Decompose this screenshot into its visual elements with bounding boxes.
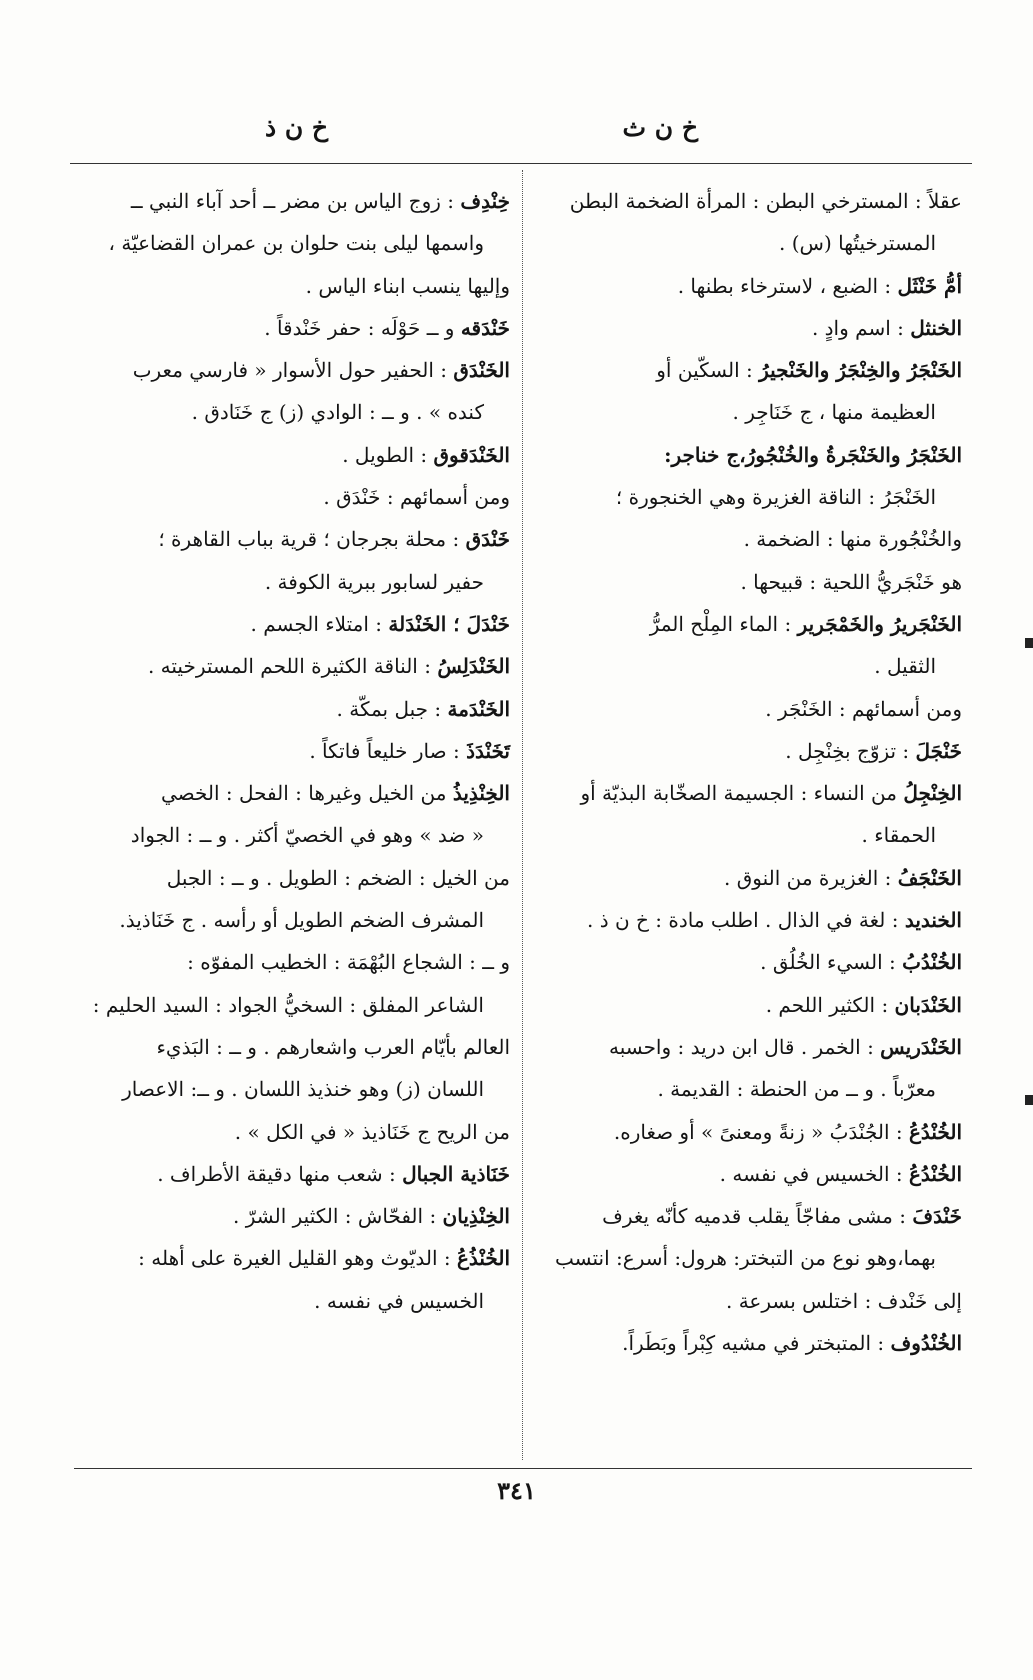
dictionary-entry xyxy=(58,476,510,518)
dictionary-entry xyxy=(530,688,962,730)
dictionary-entry xyxy=(530,603,962,688)
entry-headword: الخُنْدُوف xyxy=(890,1331,962,1356)
header-rule xyxy=(70,163,972,164)
entry-definition: : الضبع ، لاسترخاء بطنها . xyxy=(677,273,898,298)
dictionary-entry xyxy=(530,349,962,434)
entry-definition: وإليها ينسب ابناء الياس . xyxy=(305,273,510,298)
dictionary-entry xyxy=(530,561,962,603)
dictionary-entry xyxy=(58,265,510,307)
running-header-right: خ ن ث xyxy=(622,113,698,142)
column-divider xyxy=(522,170,523,1460)
dictionary-entry xyxy=(58,1153,510,1195)
entry-definition: : محلة بجرجان ؛ قرية بباب القاهرة ؛ xyxy=(158,527,466,552)
dictionary-entry xyxy=(58,1111,510,1153)
entry-headword: الخَنْدَقوق xyxy=(433,442,510,467)
entry-definition: : الحفير حول الأسوار « فارسي معرب xyxy=(132,358,454,383)
entry-definition: : شعب منها دقيقة الأطراف . xyxy=(157,1161,403,1186)
dictionary-entry xyxy=(58,857,510,942)
entry-definition: : جبل بمكّة . xyxy=(336,696,448,721)
dictionary-entry xyxy=(58,941,510,1026)
entry-definition: : امتلاء الجسم . xyxy=(250,611,389,636)
entry-headword: الخَنْدَق xyxy=(453,358,510,383)
dictionary-entry xyxy=(530,1280,962,1322)
entry-continuation: « ضد » وهو في الخصيّ أكثر . و ــ : الجواد xyxy=(130,823,484,848)
entry-definition: من الخيل وغيرها : الفحل : الخصي xyxy=(160,781,453,806)
dictionary-entry xyxy=(58,180,510,265)
dictionary-entry xyxy=(530,941,962,983)
entry-headword: الخُنْدُعُ xyxy=(908,1119,962,1144)
dictionary-entry xyxy=(530,265,962,307)
dictionary-entry xyxy=(58,1237,510,1322)
entry-headword: تَخَنْدَذَ xyxy=(466,738,510,763)
entry-continuation: بهما،وهو نوع من التبختر: هرول: أسرع: انتسب xyxy=(555,1246,936,1271)
margin-mark xyxy=(1025,638,1033,648)
entry-definition: من الريح ج خَنَاذيذ « في الكل » . xyxy=(234,1119,510,1144)
entry-continuation: الخسيس في نفسه . xyxy=(314,1288,484,1313)
dictionary-entry xyxy=(58,349,510,434)
entry-definition: : الديّوث وهو القليل الغيرة على أهله : xyxy=(138,1246,457,1271)
dictionary-entry xyxy=(58,603,510,645)
margin-mark xyxy=(1025,1095,1033,1105)
dictionary-entry xyxy=(58,307,510,349)
entry-headword: الخِنْذِيذُ xyxy=(452,781,510,806)
entry-continuation: كنده » . و ــ : الوادي (ز) ج خَنَادق . xyxy=(191,400,484,425)
entry-definition: : الخسيس في نفسه . xyxy=(719,1161,909,1186)
entry-definition: إلى خَنْدف : اختلس بسرعة . xyxy=(725,1288,962,1313)
dictionary-entry xyxy=(530,1026,962,1111)
entry-definition: : مشى مفاجّاً يقلب قدميه كأنّه يغرف xyxy=(602,1204,913,1229)
entry-headword: الخَنْجَريرُ والخَمْجَرير xyxy=(797,611,962,636)
entry-definition: : صار خليعاً فاتكاً . xyxy=(309,738,467,763)
dictionary-entry xyxy=(530,307,962,349)
entry-definition: : اسم وادٍ . xyxy=(811,315,911,340)
dictionary-entry xyxy=(530,1153,962,1195)
entry-definition: العالم بأيّام العرب واشعارهم . و ــ : البَذيء xyxy=(156,1034,510,1059)
dictionary-entry xyxy=(58,645,510,687)
dictionary-entry xyxy=(530,772,962,857)
entry-continuation: الشاعر المفلق : السخيُّ الجواد : السيد الحليم : xyxy=(92,992,484,1017)
entry-continuation: حفير لسابور ببرية الكوفة . xyxy=(264,569,484,594)
entry-headword: الخِنْذِيان xyxy=(442,1204,510,1229)
right-column xyxy=(530,180,962,1364)
running-header-left: خ ن ذ xyxy=(265,113,329,142)
dictionary-entry xyxy=(58,1026,510,1111)
entry-definition: : السيء الخُلُق . xyxy=(760,950,903,975)
dictionary-entry xyxy=(530,899,962,941)
dictionary-entry xyxy=(530,730,962,772)
entry-definition: هو خَنْجَريُّ اللحية : قبيحها . xyxy=(740,569,962,594)
entry-continuation: الحمقاء . xyxy=(861,823,936,848)
entry-definition: : تزوّج بخِنْجِل . xyxy=(785,738,916,763)
dictionary-entry xyxy=(530,857,962,899)
dictionary-entry xyxy=(530,180,962,265)
entry-headword: الخَنْجَرُ والخَنْجَرةُ والخُنْجُورُ،ج خناجر: xyxy=(664,442,962,467)
entry-headword: الخَنْجَفُ xyxy=(897,865,962,890)
entry-headword: الخَنْدَلِسُ xyxy=(437,654,510,679)
entry-headword: خَنْدَفَ xyxy=(912,1204,962,1229)
footer-rule xyxy=(74,1468,972,1469)
entry-continuation: واسمها ليلى بنت حلوان بن عمران القضاعيّة ، xyxy=(108,231,484,256)
entry-headword: الخُنْذُعُ xyxy=(456,1246,510,1271)
entry-headword: خَنْدَلَ ؛ الخَنْدَلة xyxy=(388,611,510,636)
dictionary-entry xyxy=(58,434,510,476)
entry-continuation: اللسان (ز) وهو خنذيذ اللسان . و ــ: الاعصار xyxy=(122,1077,484,1102)
entry-definition: : زوج الياس بن مضر ــ أحد آباء النبي ــ xyxy=(130,189,461,213)
entry-headword: الخَنْدَمة xyxy=(447,696,510,721)
entry-headword: الخُنْدُبُ xyxy=(902,950,962,975)
entry-definition: : الغزيرة من النوق . xyxy=(724,865,898,890)
dictionary-entry xyxy=(530,984,962,1026)
dictionary-entry xyxy=(530,1195,962,1280)
entry-definition: : الكثير اللحم . xyxy=(765,992,895,1017)
dictionary-entry xyxy=(58,518,510,603)
entry-definition: : الطويل . xyxy=(342,442,434,467)
entry-headword: خَنْدَقه xyxy=(460,315,510,340)
entry-definition: ومن أسمائهم : خَنْدَق . xyxy=(323,485,510,510)
entry-headword: الخنديد xyxy=(904,908,962,933)
entry-definition: : لغة في الذال . اطلب مادة : خ ن ذ . xyxy=(586,908,905,933)
page-number: ٣٤١ xyxy=(497,1476,536,1505)
entry-definition: عقلاً : المسترخي البطن : المرأة الضخمة البطن xyxy=(569,189,962,213)
entry-continuation: الخَنْجَرُ : الناقة الغزيرة وهي الخنجورة ؛ xyxy=(615,485,936,510)
dictionary-entry xyxy=(530,1111,962,1153)
entry-headword: أمُّ خَنْثَل xyxy=(897,273,962,298)
entry-headword: خَنْجَلَ xyxy=(915,738,962,763)
entry-headword: الخنثل xyxy=(910,315,962,340)
dictionary-entry xyxy=(530,518,962,560)
entry-definition: : الخمر . قال ابن دريد : واحسبه xyxy=(608,1034,881,1059)
entry-continuation: المسترخيتُها (س) . xyxy=(779,231,936,256)
entry-definition: و ــ حَوْلَه : حفر خَنْدقاً . xyxy=(264,315,461,340)
entry-definition: : الجُنْدَبُ « زنةً ومعنىً » أو صغاره. xyxy=(613,1119,909,1144)
entry-headword: الخُنْدُعُ xyxy=(908,1161,962,1186)
dictionary-entry xyxy=(58,688,510,730)
entry-continuation: العظيمة منها ، ج خَنَاجِر . xyxy=(732,400,936,425)
entry-headword: خِنْدِف xyxy=(460,189,510,213)
entry-continuation: معرّباً . و ــ من الحنطة : القديمة . xyxy=(657,1077,936,1102)
entry-headword: خَنَاذية الجبال xyxy=(402,1161,510,1186)
dictionary-entry xyxy=(530,1322,962,1364)
entry-headword: خَنْدَق xyxy=(465,527,510,552)
entry-definition: و ــ : الشجاع البُهْمَة : الخطيب المفوّه : xyxy=(187,950,510,975)
entry-definition: : السكّين أو xyxy=(656,358,760,383)
entry-definition: : الناقة الكثيرة اللحم المسترخيته . xyxy=(147,654,438,679)
dictionary-entry xyxy=(58,772,510,857)
entry-continuation: الثقيل . xyxy=(874,654,936,679)
entry-definition: والخُنْجُورة منها : الضخمة . xyxy=(743,527,962,552)
entry-continuation: المشرف الضخم الطويل أو رأسه . ج خَنَاذيذ. xyxy=(119,908,484,933)
dictionary-entry xyxy=(530,434,962,519)
dictionary-entry xyxy=(58,1195,510,1237)
entry-definition: من الخيل : الضخم : الطويل . و ــ : الجبل xyxy=(166,865,510,890)
entry-definition: : الماء المِلْح المرُّ xyxy=(649,611,798,636)
entry-headword: الخِنْجِلُ xyxy=(903,781,962,806)
entry-definition: ومن أسمائهم : الخَنْجَر . xyxy=(765,696,962,721)
entry-definition: : الفحّاش : الكثير الشرّ . xyxy=(233,1204,443,1229)
entry-headword: الخَنْدَبان xyxy=(894,992,962,1017)
entry-headword: الخَنْجَرُ والخِنْجَرُ والخَنْجيرُ xyxy=(759,358,962,383)
left-column xyxy=(58,180,510,1322)
dictionary-entry xyxy=(58,730,510,772)
entry-definition: : المتبختر في مشيه كِبْراً وبَطَراً. xyxy=(622,1331,891,1356)
entry-headword: الخَنْدَريس xyxy=(880,1034,962,1059)
entry-definition: من النساء : الجسيمة الصخّابة البذيّة أو xyxy=(580,781,904,806)
